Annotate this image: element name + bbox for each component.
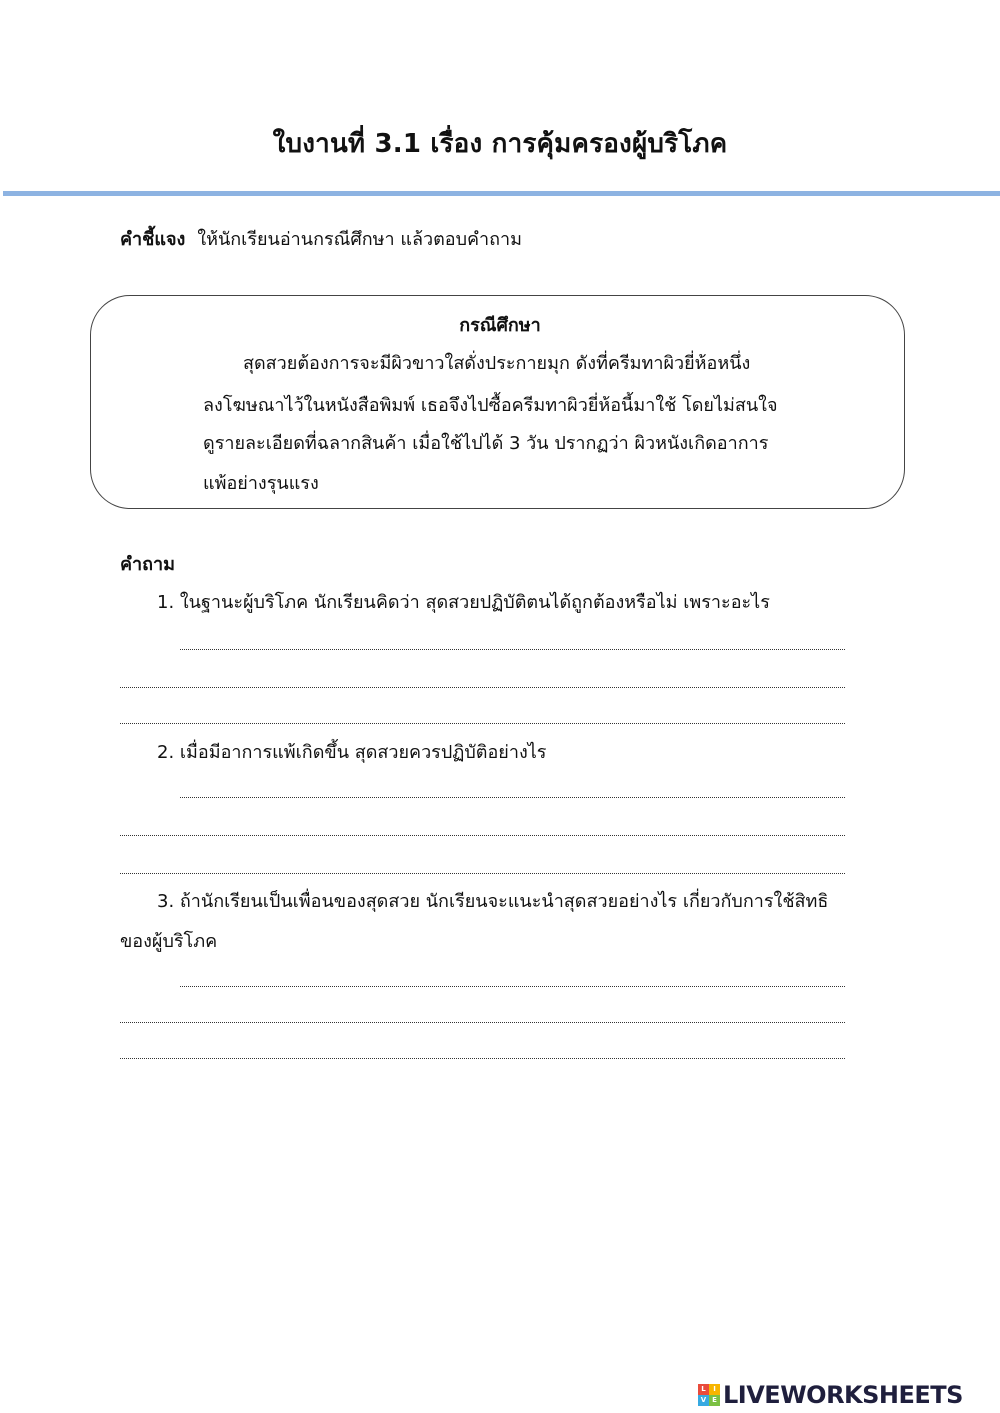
answer-line-3a[interactable] [180, 986, 845, 987]
answer-line-3c[interactable] [120, 1058, 845, 1059]
logo-mark-letter: E [709, 1395, 720, 1406]
answer-line-2a[interactable] [180, 797, 845, 798]
case-study-title: กรณีศึกษา [459, 315, 541, 336]
case-study-line-2: ลงโฆษณาไว้ในหนังสือพิมพ์ เธอจึงไปซื้อครีมทาผิวยี่ห้อนี้มาใช้ โดยไม่สนใจ [203, 395, 778, 416]
answer-line-3b[interactable] [120, 1022, 845, 1023]
question-1: 1. ในฐานะผู้บริโภค นักเรียนคิดว่า สุดสวยปฏิบัติตนได้ถูกต้องหรือไม่ เพราะอะไร [157, 592, 770, 613]
title-divider [3, 191, 1000, 196]
answer-line-1a[interactable] [180, 649, 845, 650]
answer-line-1b[interactable] [120, 687, 845, 688]
questions-heading: คำถาม [120, 554, 176, 575]
liveworksheets-logo [698, 1378, 963, 1412]
question-3-continuation: ของผู้บริโภค [120, 931, 218, 952]
answer-line-2b[interactable] [120, 835, 845, 836]
case-study-line-1: สุดสวยต้องการจะมีผิวขาวใสดั่งประกายมุก ดังที่ครีมทาผิวยี่ห้อหนึ่ง [243, 353, 751, 374]
liveworksheets-logo-icon [698, 1384, 720, 1406]
answer-line-1c[interactable] [120, 723, 845, 724]
instructions-label: คำชี้แจง [120, 229, 186, 250]
case-study-line-4: แพ้อย่างรุนแรง [203, 473, 319, 494]
answer-line-2c[interactable] [120, 873, 845, 874]
instructions-text: ให้นักเรียนอ่านกรณีศึกษา แล้วตอบคำถาม [197, 229, 523, 250]
worksheet-title: ใบงานที่ 3.1 เรื่อง การคุ้มครองผู้บริโภค [272, 129, 728, 159]
question-3: 3. ถ้านักเรียนเป็นเพื่อนของสุดสวย นักเรียนจะแนะนำสุดสวยอย่างไร เกี่ยวกับการใช้สิทธิ [157, 891, 829, 912]
logo-text: LIVEWORKSHEETS [723, 1381, 963, 1409]
question-2: 2. เมื่อมีอาการแพ้เกิดขึ้น สุดสวยควรปฏิบัติอย่างไร [157, 742, 547, 763]
logo-mark-letter: V [698, 1395, 709, 1406]
case-study-line-3: ดูรายละเอียดที่ฉลากสินค้า เมื่อใช้ไปได้ 3 วัน ปรากฏว่า ผิวหนังเกิดอาการ [203, 433, 769, 454]
logo-mark-letter: L [698, 1384, 709, 1395]
logo-mark-letter: I [709, 1384, 720, 1395]
instructions [120, 223, 522, 257]
